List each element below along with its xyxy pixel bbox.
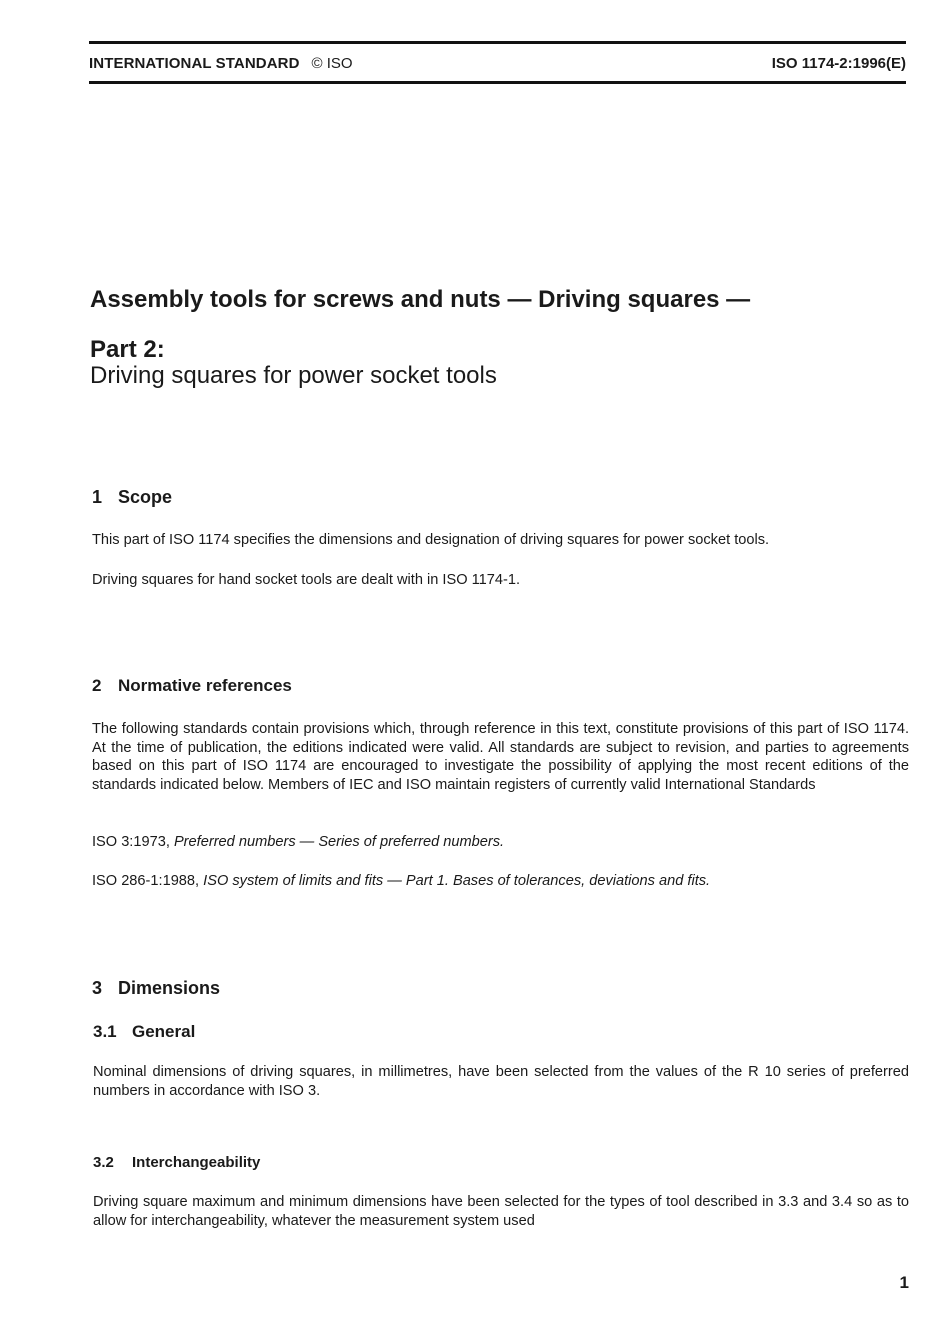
- header-top-rule: [89, 41, 906, 44]
- subsection-title: General: [132, 1022, 196, 1041]
- reference-code: ISO 3:1973,: [92, 834, 170, 850]
- subsection-number: 3.1: [93, 1022, 117, 1041]
- document-title: Assembly tools for screws and nuts — Driving squares —: [90, 286, 751, 313]
- section-number: 3: [92, 978, 103, 998]
- standard-label: INTERNATIONAL STANDARD: [89, 55, 300, 72]
- reference-title: ISO system of limits and fits — Part 1. Bases of tolerances, deviations and fits.: [203, 873, 711, 889]
- section-heading-normative: [92, 675, 292, 697]
- section-title: Dimensions: [118, 978, 221, 998]
- page-header: [89, 54, 906, 76]
- section-title: Scope: [118, 487, 173, 507]
- reference-title: Preferred numbers — Series of preferred numbers.: [173, 834, 505, 850]
- section-heading-dimensions: [92, 977, 220, 999]
- document-id: ISO 1174-2:1996(E): [771, 55, 906, 72]
- subsection-heading-interchangeability: [93, 1153, 260, 1173]
- subsection-heading-general: [93, 1021, 195, 1043]
- scope-paragraph-2: Driving squares for hand socket tools are dealt with in ISO 1174-1.: [92, 572, 521, 588]
- part-label: Part 2:: [90, 336, 165, 363]
- reference-item: [92, 833, 909, 852]
- section-title: Normative references: [118, 676, 292, 695]
- reference-code: ISO 286-1:1988,: [92, 873, 200, 889]
- subsection-number: 3.2: [93, 1154, 114, 1171]
- copyright-notice: © ISO: [311, 55, 353, 72]
- page-number: 1: [899, 1273, 909, 1292]
- reference-item: [92, 872, 909, 891]
- header-bottom-rule: [89, 81, 906, 84]
- part-subtitle: Driving squares for power socket tools: [90, 362, 497, 389]
- subsection-title: Interchangeability: [132, 1154, 261, 1171]
- section-number: 1: [92, 487, 103, 507]
- general-paragraph: Nominal dimensions of driving squares, in millimetres, have been selected from the values of the R 10 series of preferred numbers in accordance with ISO 3.: [93, 1064, 909, 1099]
- header-left: [89, 54, 353, 74]
- scope-paragraph-1: This part of ISO 1174 specifies the dimensions and designation of driving squares for power socket tools.: [92, 532, 770, 548]
- section-number: 2: [92, 676, 102, 695]
- normative-intro-paragraph: The following standards contain provisions which, through reference in this text, constitute provisions of this part of ISO 1174. At the time of publication, the editions indicated were valid. All standards are subject to revision, and parties to agreements based on this part of ISO 1174 are encouraged to investigate the possibility of applying the most recent editions of the standards indicated below. Members of IEC and ISO maintain registers of currently valid International Standards: [92, 721, 909, 793]
- section-heading-scope: [92, 486, 172, 508]
- interchangeability-paragraph: Driving square maximum and minimum dimensions have been selected for the types of tool described in 3.3 and 3.4 so as to allow for interchangeability, whatever the measurement system used: [93, 1194, 909, 1229]
